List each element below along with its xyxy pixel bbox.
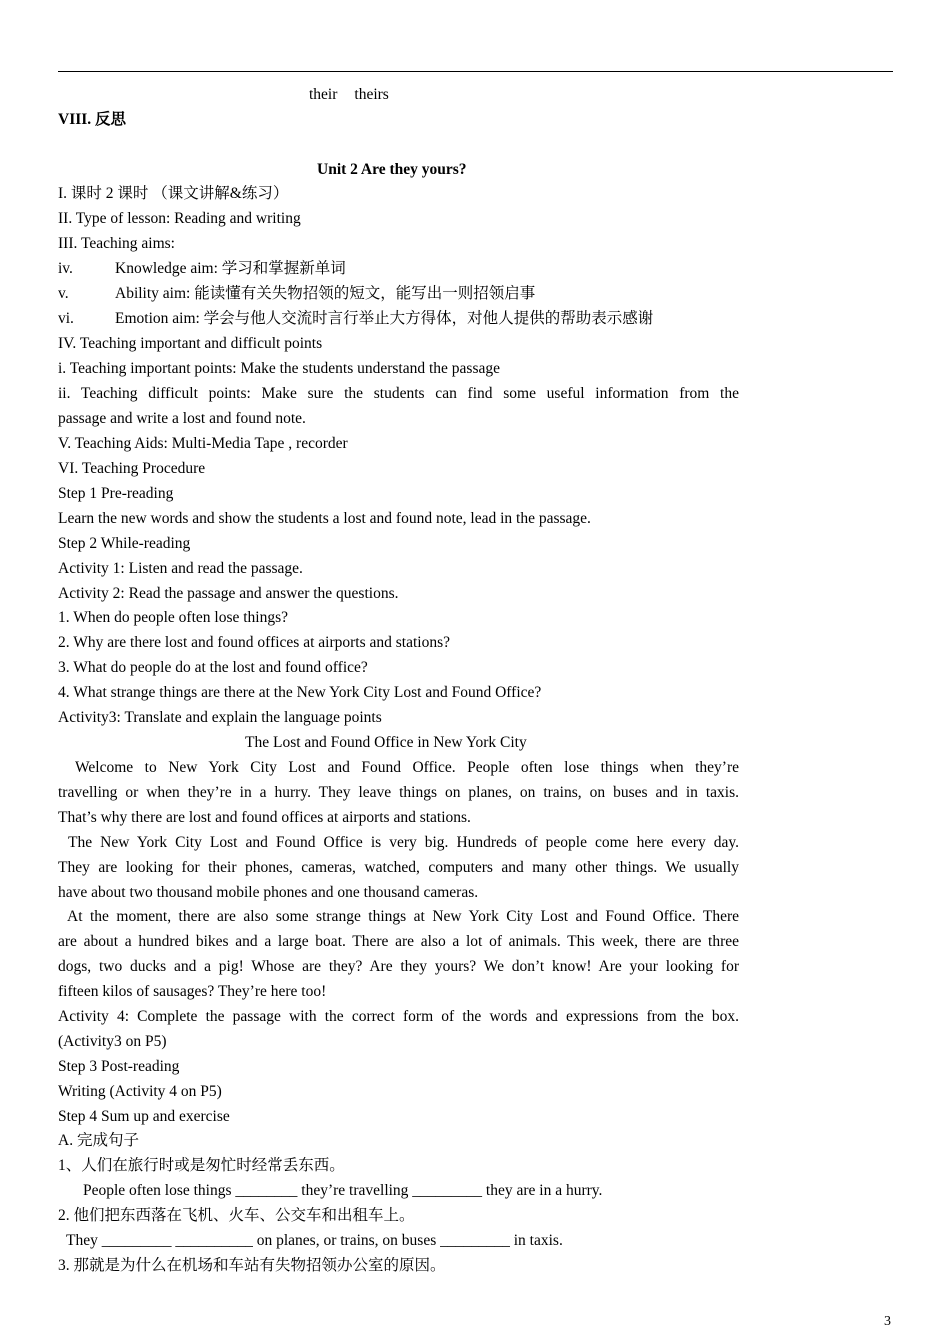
lesson-type: II. Type of lesson: Reading and writing — [58, 210, 301, 227]
activity-3: Activity3: Translate and explain the language points — [58, 709, 382, 726]
exercise-english: They _________ __________ on planes, or trains, on buses _________ in taxis. — [66, 1232, 563, 1249]
aim-knowledge — [58, 259, 346, 279]
exercise-chinese: 2. 他们把东西落在飞机、火车、公交车和出租车上。 — [58, 1207, 415, 1224]
question-item: 3. What do people do at the lost and found office? — [58, 659, 368, 676]
section-reflection-heading: VIII. 反思 — [58, 111, 127, 128]
aim-emotion — [58, 309, 653, 329]
teaching-aims-heading: III. Teaching aims: — [58, 235, 175, 252]
activity-1: Activity 1: Listen and read the passage. — [58, 560, 303, 577]
exercise-english: People often lose things ________ they’re travelling _________ they are in a hurry. — [83, 1182, 603, 1199]
passage-line: That’s why there are lost and found offices at airports and stations. — [58, 809, 471, 826]
writing-task: Writing (Activity 4 on P5) — [58, 1083, 222, 1100]
step-2-heading: Step 2 While-reading — [58, 535, 191, 552]
passage-line: fifteen kilos of sausages? They’re here too! — [58, 983, 327, 1000]
question-item: 4. What strange things are there at the New York City Lost and Found Office? — [58, 684, 542, 701]
passage-line: Welcome to New York City Lost and Found Office. People often lose things when they’re — [75, 759, 739, 776]
aim-text: Emotion aim: 学会与他人交流时言行举止大方得体，对他人提供的帮助表示感谢 — [115, 310, 654, 327]
page-number: 3 — [884, 1314, 891, 1329]
teaching-procedure: VI. Teaching Procedure — [58, 460, 206, 477]
pronoun-their: their — [309, 86, 338, 103]
difficult-points-line1: ii. Teaching difficult points: Make sure the students can find some useful information from the — [58, 385, 739, 402]
passage-line: travelling or when they’re in a hurry. They leave things on planes, on trains, on buses and in taxis. — [58, 784, 739, 801]
activity-4-line1: Activity 4: Complete the passage with the correct form of the words and expressions from the box. — [58, 1008, 739, 1025]
points-heading: IV. Teaching important and difficult points — [58, 335, 323, 352]
aim-number: v. — [58, 285, 69, 302]
passage-line: At the moment, there are also some strange things at New York City Lost and Found Office. There — [67, 908, 739, 925]
lesson-hours: I. 课时 2 课时 （课文讲解&练习） — [58, 185, 289, 202]
part-a-heading: A. 完成句子 — [58, 1132, 139, 1149]
activity-2: Activity 2: Read the passage and answer the questions. — [58, 585, 399, 602]
activity-4-line2: (Activity3 on P5) — [58, 1033, 167, 1050]
passage-line: dogs, two ducks and a pig! Whose are they? Are they yours? We don’t know! Are your looking for — [58, 958, 739, 975]
difficult-points-line2: passage and write a lost and found note. — [58, 410, 306, 427]
aim-text: Ability aim: 能读懂有关失物招领的短文，能写出一则招领启事 — [115, 285, 536, 302]
aim-ability — [58, 284, 535, 304]
step-3-heading: Step 3 Post-reading — [58, 1058, 180, 1075]
passage-title: The Lost and Found Office in New York City — [245, 734, 527, 751]
question-item: 2. Why are there lost and found offices at airports and stations? — [58, 634, 450, 651]
aim-number: vi. — [58, 310, 74, 327]
exercise-chinese: 3. 那就是为什么在机场和车站有失物招领办公室的原因。 — [58, 1257, 446, 1274]
pronoun-row — [309, 85, 389, 105]
step-1-heading: Step 1 Pre-reading — [58, 485, 174, 502]
aim-text: Knowledge aim: 学习和掌握新单词 — [115, 260, 346, 277]
passage-line: are about a hundred bikes and a large boat. There are also a lot of animals. This week, there are three — [58, 933, 739, 950]
question-item: 1. When do people often lose things? — [58, 609, 289, 626]
unit-title: Unit 2 Are they yours? — [317, 161, 467, 178]
aim-number: iv. — [58, 260, 73, 277]
header-rule — [58, 71, 893, 72]
important-points: i. Teaching important points: Make the students understand the passage — [58, 360, 501, 377]
pronoun-theirs: theirs — [354, 86, 389, 103]
teaching-aids: V. Teaching Aids: Multi-Media Tape , recorder — [58, 435, 348, 452]
passage-line: have about two thousand mobile phones and one thousand cameras. — [58, 884, 479, 901]
passage-line: They are looking for their phones, cameras, watched, computers and many other things. We usually — [58, 859, 739, 876]
step-4-heading: Step 4 Sum up and exercise — [58, 1108, 230, 1125]
passage-line: The New York City Lost and Found Office is very big. Hundreds of people come here every day. — [68, 834, 739, 851]
step-1-text: Learn the new words and show the students a lost and found note, lead in the passage. — [58, 510, 591, 527]
exercise-chinese: 1、人们在旅行时或是匆忙时经常丢东西。 — [58, 1157, 345, 1174]
